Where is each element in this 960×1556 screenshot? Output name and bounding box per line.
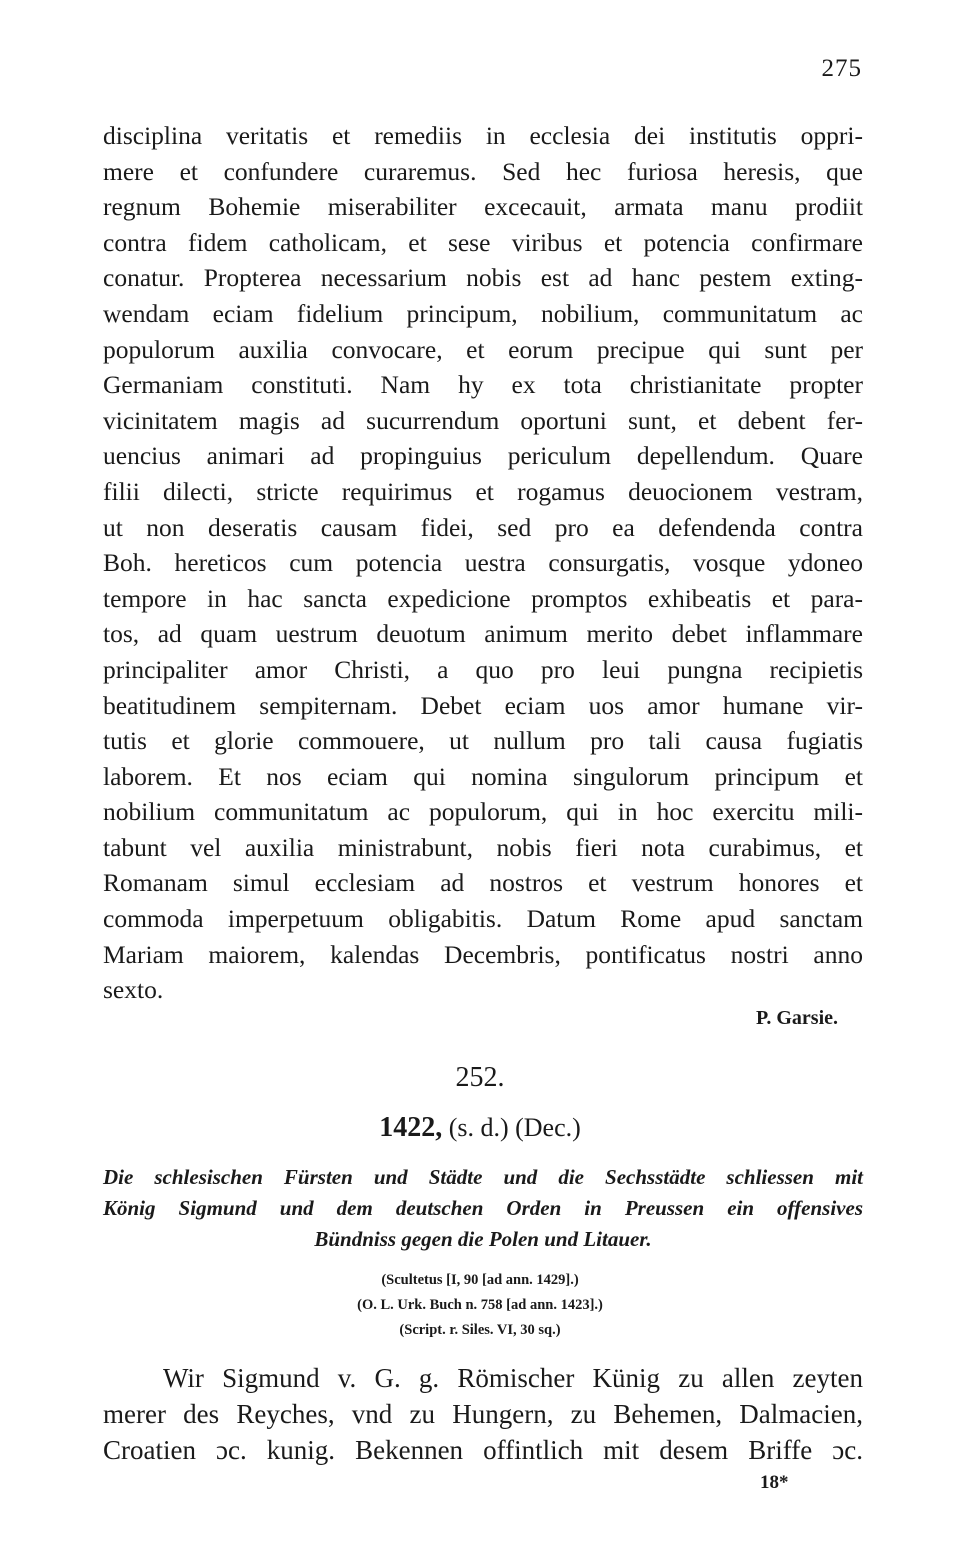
text-line: Mariam maiorem, kalendas Decembris, pontificatus nostri anno (103, 939, 863, 969)
summary-line: König Sigmund und dem deutschen Orden in Preussen ein offensives (103, 1196, 863, 1220)
text-line: principaliter amor Christi, a quo pro leui pungna recipietis (103, 654, 863, 684)
date-year: 1422, (379, 1112, 443, 1143)
text-line: disciplina veritatis et remediis in ecclesia dei institutis oppri- (103, 121, 863, 150)
text-line: tempore in hac sancta expedicione promptos exhibeatis et para- (103, 583, 863, 613)
text-line: populorum auxilia convocare, et eorum precipue qui sunt per (103, 334, 863, 364)
text-line: conatur. Propterea necessarium nobis est ad hanc pestem exting- (103, 263, 863, 293)
date-rest: (s. d.) (Dec.) (448, 1113, 581, 1142)
document-summary (103, 1162, 863, 1255)
sheet-signature: 18* (760, 1472, 789, 1493)
text-line: laborem. Et nos eciam qui nomina singulorum principum et (103, 761, 863, 791)
text-line: filii dilecti, stricte requirimus et rogamus deuocionem vestram, (103, 476, 863, 506)
main-text (103, 118, 863, 1008)
document-sources (0, 1268, 960, 1343)
text-line: beatitudinem sempiternam. Debet eciam uos amor humane vir- (103, 690, 863, 720)
source-citation: (O. L. Urk. Buch n. 758 [ad ann. 1423].) (357, 1297, 603, 1313)
text-line: wendam eciam fidelium principum, nobilium, communitatum ac (103, 298, 863, 328)
source-citation: (Script. r. Siles. VI, 30 sq.) (399, 1322, 561, 1338)
text-line: tutis et glorie commouere, ut nullum pro tali causa fugiatis (103, 726, 863, 756)
text-line: Germaniam constituti. Nam hy ex tota christianitate propter (103, 370, 863, 400)
document-date (0, 1112, 960, 1144)
text-line: ut non deseratis causam fidei, sed pro ea defendenda contra (103, 512, 863, 542)
summary-line: Die schlesischen Fürsten und Städte und die Sechsstädte schliessen mit (103, 1165, 863, 1189)
charter-line: Croatien ɔc. kunig. Bekennen offintlich mit desem Briffe ɔc. (103, 1435, 863, 1465)
text-line: regnum Bohemie miserabiliter excecauit, armata manu prodiit (103, 192, 863, 222)
text-line: nobilium communitatum ac populorum, qui in hoc exercitu mili- (103, 797, 863, 827)
text-line: commoda imperpetuum obligabitis. Datum Rome apud sanctam (103, 904, 863, 934)
source-citation: (Scultetus [I, 90 [ad ann. 1429].) (381, 1272, 579, 1288)
text-line: contra fidem catholicam, et sese viribus et potencia confirmare (103, 227, 863, 257)
document-number: 252. (455, 1062, 505, 1093)
charter-line: Wir Sigmund v. G. g. Römischer Künig zu allen zeyten (163, 1363, 863, 1393)
text-line: vicinitatem magis ad sucurrendum oportuni sunt, et debent fer- (103, 405, 863, 435)
text-line: sexto. (103, 975, 164, 1005)
text-line: tabunt vel auxilia ministrabunt, nobis fieri nota curabimus, et (103, 832, 863, 862)
charter-text (103, 1360, 863, 1468)
text-line: tos, ad quam uestrum deuotum animum merito debet inflammare (103, 619, 863, 649)
text-line: uencius animari ad propinguius periculum depellendum. Quare (103, 441, 863, 471)
text-line: Romanam simul ecclesiam ad nostros et vestrum honores et (103, 868, 863, 898)
summary-line: Bündniss gegen die Polen und Litauer. (314, 1227, 652, 1251)
signature: P. Garsie. (755, 1007, 838, 1029)
page-number: 275 (821, 55, 862, 82)
charter-line: merer des Reyches, vnd zu Hungern, zu Behemen, Dalmacien, (103, 1399, 863, 1429)
text-line: Boh. hereticos cum potencia uestra consurgatis, vosque ydoneo (103, 548, 863, 578)
text-line: mere et confundere curaremus. Sed hec furiosa heresis, que (103, 156, 863, 186)
